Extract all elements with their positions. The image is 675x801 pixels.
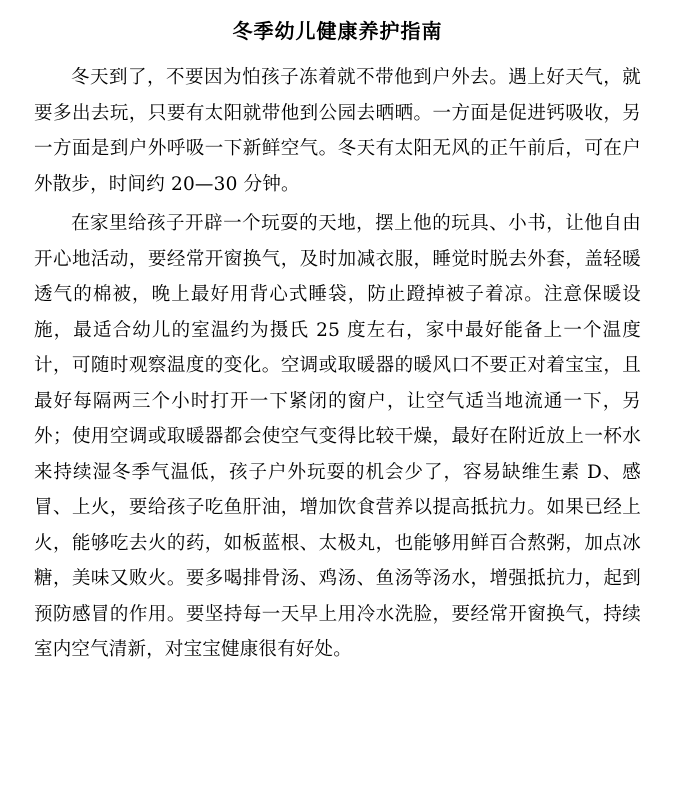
paragraph-1: 冬天到了，不要因为怕孩子冻着就不带他到户外去。遇上好天气，就要多出去玩，只要有太阳就带他到公园去晒晒。一方面是促进钙吸收，另一方面是到户外呼吸一下新鲜空气。冬天有太阳无风的正午前后，可在户外散步，时间约 20—30 分钟。 (34, 67, 641, 195)
page-title: 冬季幼儿健康养护指南 (232, 19, 443, 43)
paragraph-2: 在家里给孩子开辟一个玩耍的天地，摆上他的玩具、小书，让他自由开心地活动，要经常开窗换气，及时加减衣服，睡觉时脱去外套，盖轻暖透气的棉被，晚上最好用背心式睡袋，防止蹬掉被子着凉。注意保暖设施，最适合幼儿的室温约为摄氏 25 度左右，家中最好能备上一个温度计，可随时观察温度的变化。空调或取暖器的暖风口不要正对着宝宝，且最好每隔两三个小时打开一下紧闭的窗户，让空气适当地流通一下，另外；使用空调或取暖器都会使空气变得比较干燥，最好在附近放上一杯水来持续湿冬季气温低，孩子户外玩耍的机会少了，容易缺维生素 D、感冒、上火，要给孩子吃鱼肝油，增加饮食营养以提高抵抗力。如果已经上火，能够吃去火的药，如板蓝根、太极丸，也能够用鲜百合熬粥，加点冰糖，美味又败火。要多喝排骨汤、鸡汤、鱼汤等汤水，增强抵抗力，起到预防感冒的作用。要坚持每一天早上用冷水洗脸，要经常开窗换气，持续室内空气清新，对宝宝健康很有好处。 (34, 213, 641, 661)
